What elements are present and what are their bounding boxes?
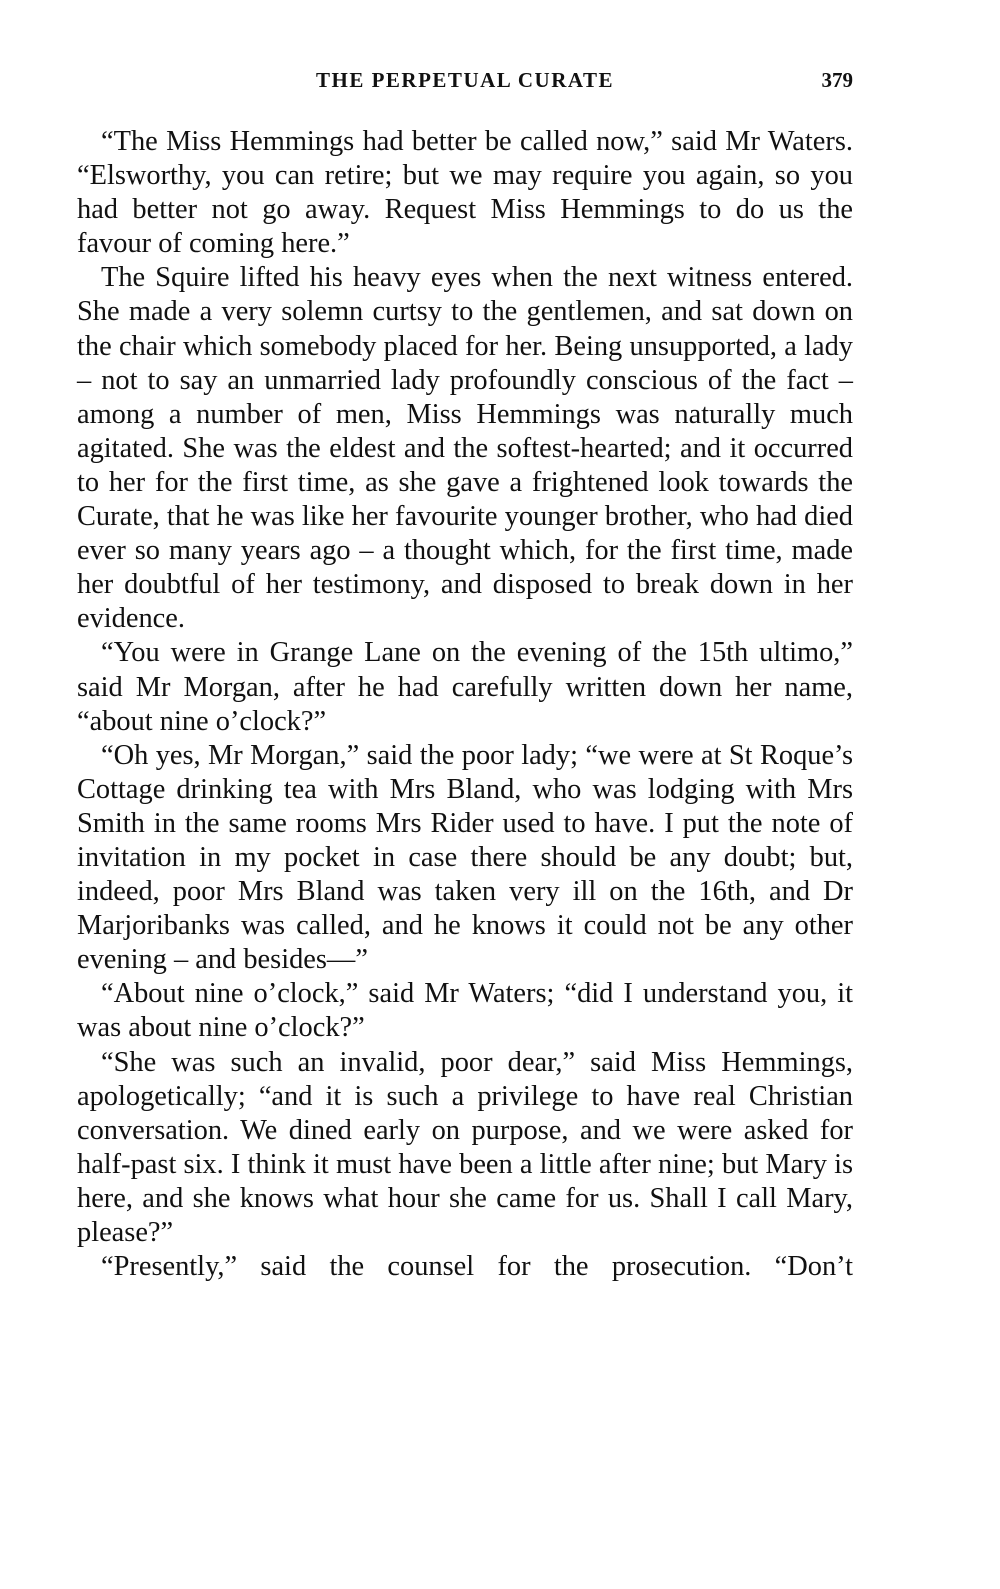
paragraph-4: “Oh yes, Mr Morgan,” said the poor lady; “we were at St Roque’s Cottage drinking tea with Mrs Bland, who was lodging with Mrs Smith in the same rooms Mrs Rider used to have. I put the note of invitation in my pocket in case there should be any doubt; but, indeed, poor Mrs Bland was taken very ill on the 16th, and Dr Marjoribanks was called, and he knows it could not be any other evening – and besides—” [77,739,853,976]
body-text [77,125,853,1284]
paragraph-5: “About nine o’clock,” said Mr Waters; “did I understand you, it was about nine o’clock?” [77,978,853,1044]
paragraph-2: The Squire lifted his heavy eyes when the next witness entered. She made a very solemn curtsy to the gentlemen, and sat down on the chair which somebody placed for her. Being unsupported, a lady – not to say an unmarried lady profoundly conscious of the fact – among a number of men, Miss Hemmings was naturally much agitated. She was the eldest and the softest-hearted; and it occurred to her for the first time, as she gave a frightened look towards the Curate, that he was like her favourite younger brother, who had died ever so many years ago – a thought which, for the first time, made her doubtful of her testimony, and disposed to break down in her evidence. [77,262,853,635]
page-number: 379 [821,68,853,92]
paragraph-7: “Presently,” said the counsel for the prosecution. “Don’t [101,1251,853,1283]
paragraph-6: “She was such an invalid, poor dear,” said Miss Hemmings, apologetically; “and it is such a privilege to have real Christian conversation. We dined early on purpose, and we were asked for half-past six. I think it must have been a little after nine; but Mary is here, and she knows what hour she came for us. Shall I call Mary, please?” [77,1046,853,1248]
paragraph-3: “You were in Grange Lane on the evening of the 15th ultimo,” said Mr Morgan, after he had carefully written down her name, “about nine o’clock?” [77,637,853,737]
paragraph-1: “The Miss Hemmings had better be called now,” said Mr Waters. “Elsworthy, you can retire; but we may require you again, so you had better not go away. Request Miss Hemmings to do us the favour of coming here.” [77,126,853,260]
running-head [77,62,853,98]
running-title: THE PERPETUAL CURATE [316,68,614,92]
